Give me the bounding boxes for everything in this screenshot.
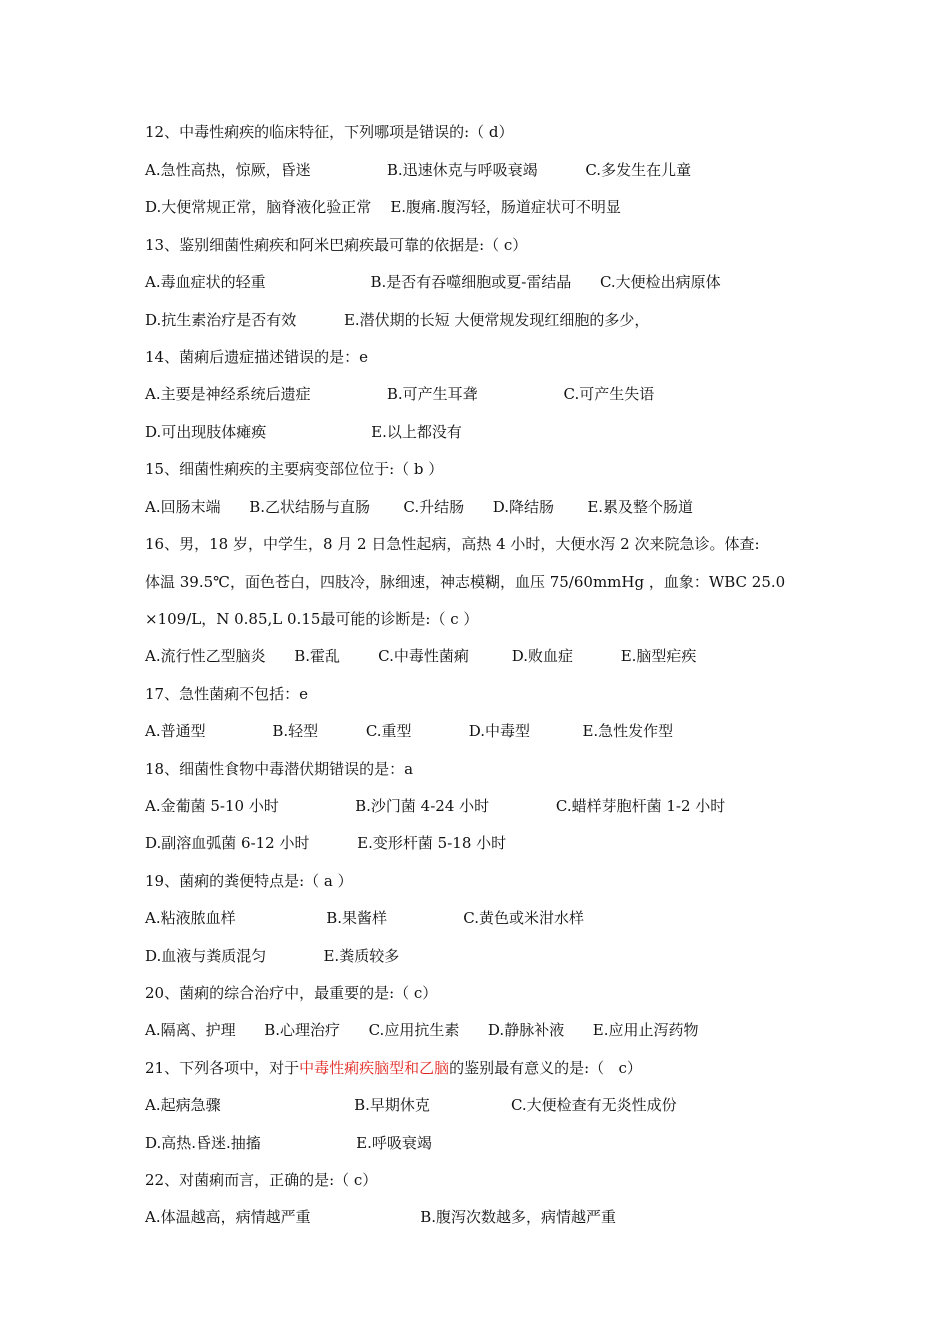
question-22: 22、对菌痢而言，正确的是:（ c） bbox=[145, 1171, 378, 1189]
question-15: 15、细菌性痢疾的主要病变部位位于:（ b ） bbox=[145, 460, 444, 478]
options-18-a-c: A.金葡菌 5-10 小时 B.沙门菌 4-24 小时 C.蜡样芽胞杆菌 1-2 小时 bbox=[145, 797, 726, 815]
options-21-a-c: A.起病急骤 B.早期休克 C.大便检查有无炎性成份 bbox=[145, 1096, 677, 1114]
options-12-d-e: D.大便常规正常，脑脊液化验正常 E.腹痛.腹泻轻，肠道症状可不明显 bbox=[145, 198, 621, 216]
question-12: 12、中毒性痢疾的临床特征，下列哪项是错误的:（ d） bbox=[145, 123, 514, 141]
options-14-a-c: A.主要是神经系统后遗症 B.可产生耳聋 C.可产生失语 bbox=[145, 385, 655, 403]
options-22-a-b: A.体温越高，病情越严重 B.腹泻次数越多，病情越严重 bbox=[145, 1208, 617, 1226]
options-20: A.隔离、护理 B.心理治疗 C.应用抗生素 D.静脉补液 E.应用止泻药物 bbox=[145, 1021, 699, 1039]
question-14: 14、菌痢后遗症描述错误的是：e bbox=[145, 348, 368, 366]
options-16: A.流行性乙型脑炎 B.霍乱 C.中毒性菌痢 D.败血症 E.脑型疟疾 bbox=[145, 647, 697, 665]
options-13-a-c: A.毒血症状的轻重 B.是否有吞噬细胞或夏-雷结晶 C.大便检出病原体 bbox=[145, 273, 721, 291]
question-21-highlight: 中毒性痢疾脑型和乙脑 bbox=[299, 1059, 450, 1077]
options-21-d-e: D.高热.昏迷.抽搐 E.呼吸衰竭 bbox=[145, 1134, 432, 1152]
question-21-suffix: 的鉴别最有意义的是:（ c） bbox=[449, 1059, 642, 1077]
options-14-d-e: D.可出现肢体瘫痪 E.以上都没有 bbox=[145, 423, 462, 441]
question-16-line-2: 体温 39.5℃，面色苍白，四肢冷，脉细速，神志模糊，血压 75/60mmHg ，血象：WBC 25.0 bbox=[145, 573, 786, 591]
question-18: 18、细菌性食物中毒潜伏期错误的是：a bbox=[145, 760, 414, 778]
question-17: 17、急性菌痢不包括：e bbox=[145, 685, 308, 703]
question-19: 19、菌痢的粪便特点是:（ a ） bbox=[145, 872, 353, 890]
question-16-line-3: ×109/L，N 0.85,L 0.15最可能的诊断是:（ c ） bbox=[145, 610, 479, 628]
options-19-a-c: A.粘液脓血样 B.果酱样 C.黄色或米泔水样 bbox=[145, 909, 584, 927]
options-17: A.普通型 B.轻型 C.重型 D.中毒型 E.急性发作型 bbox=[145, 722, 674, 740]
options-13-d-e: D.抗生素治疗是否有效 E.潜伏期的长短 大便常规发现红细胞的多少， bbox=[145, 311, 650, 329]
options-12-a-c: A.急性高热，惊厥，昏迷 B.迅速休克与呼吸衰竭 C.多发生在儿童 bbox=[145, 161, 692, 179]
question-13: 13、鉴别细菌性痢疾和阿米巴痢疾最可靠的依据是:（ c） bbox=[145, 236, 528, 254]
question-21 bbox=[145, 1058, 642, 1078]
question-20: 20、菌痢的综合治疗中，最重要的是:（ c） bbox=[145, 984, 438, 1002]
question-21-prefix: 21、下列各项中，对于 bbox=[145, 1059, 300, 1077]
options-19-d-e: D.血液与粪质混匀 E.粪质较多 bbox=[145, 947, 400, 965]
options-18-d-e: D.副溶血弧菌 6-12 小时 E.变形杆菌 5-18 小时 bbox=[145, 834, 507, 852]
question-16-line-1: 16、男，18 岁，中学生，8 月 2 日急性起病，高热 4 小时，大便水泻 2 次来院急诊。体查: bbox=[145, 535, 760, 553]
options-15: A.回肠末端 B.乙状结肠与直肠 C.升结肠 D.降结肠 E.累及整个肠道 bbox=[145, 498, 694, 516]
